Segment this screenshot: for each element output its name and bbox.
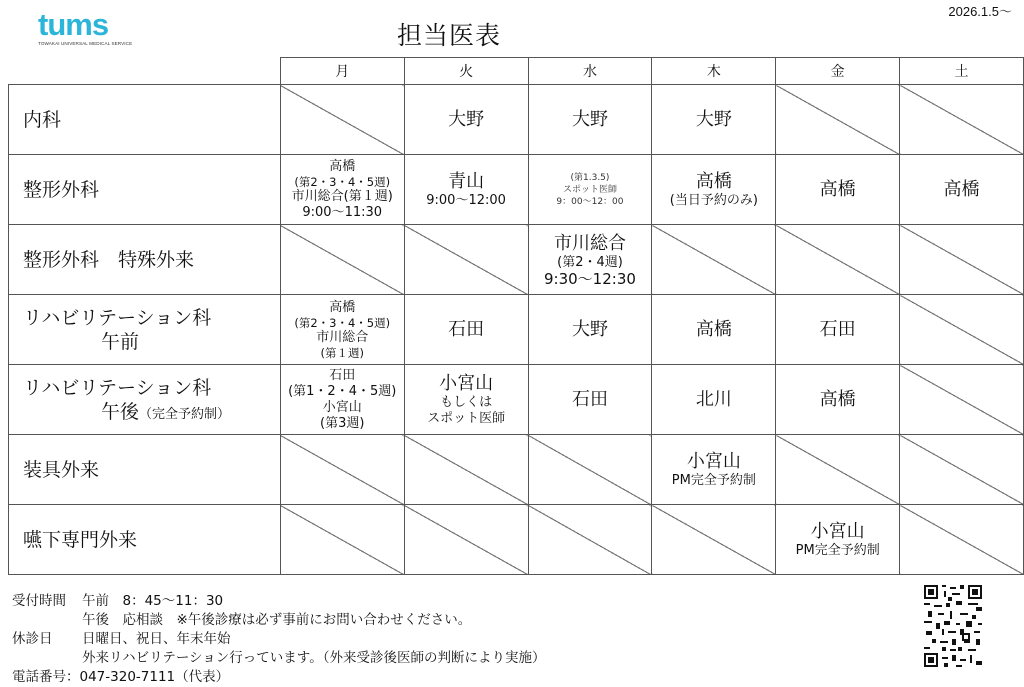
booking-note: PM完全予約制 [671,472,756,488]
reception-label: 受付時間 [12,593,66,609]
dept-session: 午前 [101,330,140,353]
doctor-name: 高橋 [819,388,856,410]
doctor-name: スポット医師 [562,184,617,195]
alt-note: もしくは [440,394,493,410]
dept-naika: 内科 [9,85,281,155]
reception-pm-line [12,611,545,630]
cell-empty [280,435,404,505]
cell-empty [652,505,776,575]
cell-empty [776,85,900,155]
doctor-name: 石田 [448,318,485,340]
dept-name: リハビリテーション科 [23,376,212,399]
cell-empty [404,505,528,575]
cell-empty [280,225,404,295]
hours: 9：00～12：00 [556,196,624,207]
cell-sougu-thu [652,435,776,505]
table-row [9,155,1024,225]
week-note: (第2・4週) [557,254,623,270]
reha-note: 外来リハビリテーション行っています。（外来受診後医師の判断により実施） [82,650,546,666]
doctor-name: 小宮山 [686,450,741,472]
dept-reha-pm [9,365,281,435]
week-note: (第1・2・4・5週) [288,383,397,399]
doctor-name: 小宮山 [439,372,494,394]
cell-seikei-thu [652,155,776,225]
phone-line: 電話番号：047-320-7111（代表） [12,669,230,685]
cell-empty [900,225,1024,295]
table-row [9,505,1024,575]
cell-empty [776,435,900,505]
doctor-name: 市川総合 [316,329,369,345]
cell-seikei-tue [404,155,528,225]
table-row [9,85,1024,155]
week-note: (第3週) [320,415,365,431]
doctor-name: 石田 [329,367,356,383]
page-title: 担当医表 [397,21,502,50]
closed-line [12,630,545,649]
table-row [9,435,1024,505]
cell-enge-fri [776,505,900,575]
cell-seikei-wed [528,155,652,225]
cell-empty [900,435,1024,505]
doctor-name: 石田 [819,318,856,340]
doctor-name: 大野 [571,108,608,130]
doctor-name: 高橋 [695,318,732,340]
cell-empty [900,505,1024,575]
doctor-name: 石田 [571,388,608,410]
cell-empty [404,435,528,505]
doctor-name: 青山 [448,170,485,192]
doctor-name: スポット医師 [427,410,506,426]
cell-seikei-sat [900,155,1024,225]
doctor-name: 高橋 [329,299,356,315]
dept-seikei: 整形外科 [9,155,281,225]
day-header-mon: 月 [280,58,404,85]
cell-reha-am-wed [528,295,652,365]
cell-empty [528,505,652,575]
week-note: (第1.3.5) [570,172,610,183]
cell-reha-am-thu [652,295,776,365]
logo-wordmark: tums [38,7,109,42]
effective-date: 2026.1.5～ [948,4,1012,19]
cell-reha-pm-thu [652,365,776,435]
cell-reha-pm-tue [404,365,528,435]
doctor-name: 市川総合(第１週) [291,188,393,204]
cell-empty [900,365,1024,435]
cell-empty [404,225,528,295]
dept-enge: 嚥下専門外来 [9,505,281,575]
cell-seikei-fri [776,155,900,225]
cell-empty [528,435,652,505]
day-header-thu: 木 [652,58,776,85]
day-header-sat: 土 [900,58,1024,85]
dept-reha-am [9,295,281,365]
cell-naika-tue [404,85,528,155]
header-corner [9,58,281,85]
reception-am: 午前 8：45～11：30 [82,593,224,609]
reha-note-line [12,649,545,668]
cell-seikei-mon [280,155,404,225]
schedule-table [8,57,1024,575]
hours: 9:00～12:00 [426,192,506,208]
cell-reha-am-tue [404,295,528,365]
doctor-name: 北川 [695,388,732,410]
table-row [9,225,1024,295]
table-row [9,295,1024,365]
booking-note: （完全予約制） [139,406,231,422]
hours: 9:30～12:30 [544,269,636,288]
day-header-fri: 金 [776,58,900,85]
dept-name: リハビリテーション科 [23,306,212,329]
booking-note: (当日予約のみ) [669,192,758,208]
cell-empty [776,225,900,295]
dept-sougu: 装具外来 [9,435,281,505]
reception-am-line [12,592,545,611]
week-note: (第2・3・4・5週) [294,315,391,330]
cell-empty [900,295,1024,365]
cell-reha-am-fri [776,295,900,365]
doctor-name: 小宮山 [810,520,865,542]
reception-pm: 午後 応相談 ※午後診療は必ず事前にお問い合わせください。 [82,612,472,628]
cell-reha-pm-wed [528,365,652,435]
week-note: (第１週) [320,345,364,360]
doctor-name: 大野 [695,108,732,130]
doctor-name: 小宮山 [322,399,362,415]
cell-empty [900,85,1024,155]
doctor-name: 高橋 [695,170,732,192]
cell-reha-am-mon [280,295,404,365]
tums-logo [38,7,133,54]
doctor-name: 大野 [571,318,608,340]
doctor-name: 高橋 [943,178,980,200]
cell-reha-pm-mon [280,365,404,435]
dept-session: 午後 [101,400,140,423]
hours: 9:00～11:30 [302,204,383,220]
qr-code-icon[interactable] [924,585,982,667]
dept-tokushu: 整形外科 特殊外来 [9,225,281,295]
cell-reha-pm-fri [776,365,900,435]
cell-empty [280,85,404,155]
day-header-wed: 水 [528,58,652,85]
logo-subtitle: TOWAKAI UNIVERSAL MEDICAL SERVICE [38,41,133,46]
day-header-row [9,58,1024,85]
closed-label: 休診日 [12,631,53,647]
doctor-name: 市川総合 [553,232,626,254]
doctor-name: 高橋 [819,178,856,200]
cell-empty [280,505,404,575]
doctor-name: 大野 [448,108,485,130]
footer-info [12,592,545,687]
day-header-tue: 火 [404,58,528,85]
closed-days: 日曜日、祝日、年末年始 [82,631,231,647]
cell-naika-thu [652,85,776,155]
cell-empty [652,225,776,295]
doctor-name: 高橋 [329,158,356,174]
cell-tokushu-wed [528,225,652,295]
dept-session-line [23,400,280,424]
week-note: (第2・3・4・5週) [294,174,391,189]
table-row [9,365,1024,435]
cell-naika-wed [528,85,652,155]
booking-note: PM完全予約制 [795,542,880,558]
